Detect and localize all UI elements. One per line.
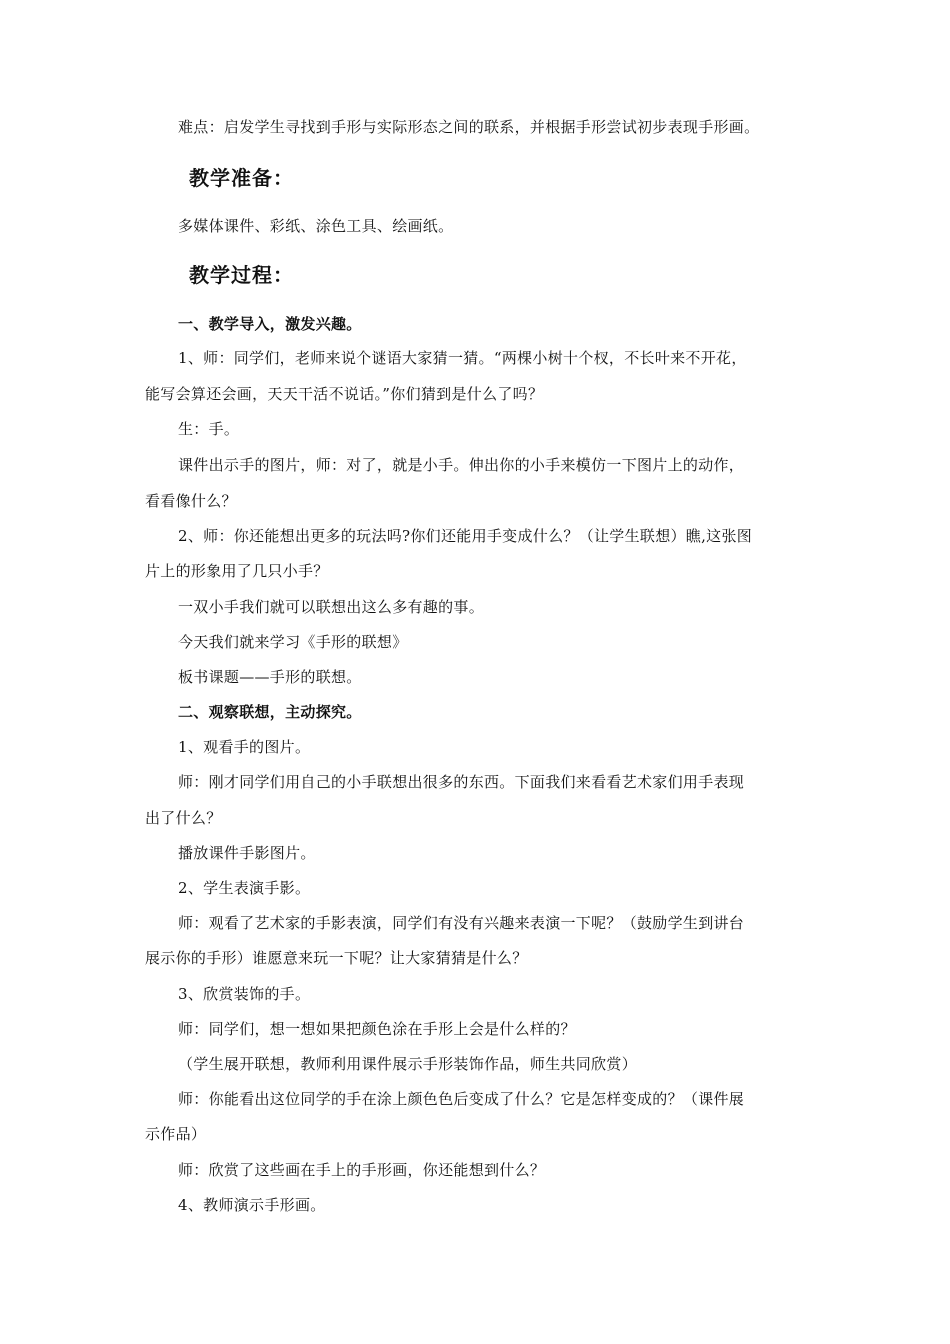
- prep-heading: 教学准备：: [189, 166, 294, 190]
- section2-p7: 师：同学们，想一想如果把颜色涂在手形上会是什么样的？: [178, 1020, 576, 1038]
- section2-p5-line1: 师：观看了艺术家的手影表演，同学们有没有兴趣来表演一下呢？（鼓励学生到讲台: [178, 914, 745, 932]
- section1-title: 一、教学导入，激发兴趣。: [178, 315, 362, 333]
- section1-p1-line2: 能写会算还会画，天天干活不说话。”你们猜到是什么了吗？: [145, 385, 544, 403]
- section2-p5-line2: 展示你的手形）谁愿意来玩一下呢？让大家猜猜是什么？: [145, 949, 528, 967]
- section1-p3-line1: 课件出示手的图片，师：对了，就是小手。伸出你的小手来模仿一下图片上的动作，: [178, 456, 745, 474]
- section2-p6: 3、欣赏装饰的手。: [178, 985, 311, 1003]
- section2-p11: 4、教师演示手形画。: [178, 1196, 326, 1214]
- section1-p4-line1: 2、师：你还能想出更多的玩法吗?你们还能用手变成什么？（让学生联想）瞧,这张图: [178, 527, 753, 545]
- section2-p8: （学生展开联想，教师利用课件展示手形装饰作品，师生共同欣赏）: [178, 1055, 638, 1073]
- section2-p9-line2: 示作品）: [145, 1125, 207, 1143]
- section2-p3: 播放课件手影图片。: [178, 844, 316, 862]
- section1-p1-line1: 1、师：同学们，老师来说个谜语大家猜一猜。“两棵小树十个杈，不长叶来不开花，: [178, 349, 747, 367]
- section1-p4-line2: 片上的形象用了几只小手？: [145, 562, 329, 580]
- section1-p7: 板书课题——手形的联想。: [178, 668, 362, 686]
- section1-p2: 生：手。: [178, 420, 240, 438]
- section2-p1: 1、观看手的图片。: [178, 738, 311, 756]
- section2-title: 二、观察联想，主动探究。: [178, 703, 362, 721]
- section1-p6: 今天我们就来学习《手形的联想》: [178, 633, 408, 651]
- section2-p2-line2: 出了什么？: [145, 809, 222, 827]
- section2-p2-line1: 师：刚才同学们用自己的小手联想出很多的东西。下面我们来看看艺术家们用手表现: [178, 773, 745, 791]
- section1-p3-line2: 看看像什么？: [145, 492, 237, 510]
- section2-p9-line1: 师：你能看出这位同学的手在涂上颜色色后变成了什么？它是怎样变成的？（课件展: [178, 1090, 745, 1108]
- prep-text: 多媒体课件、彩纸、涂色工具、绘画纸。: [178, 217, 454, 235]
- process-heading: 教学过程：: [189, 263, 294, 287]
- section2-p10: 师：欣赏了这些画在手上的手形画，你还能想到什么？: [178, 1161, 546, 1179]
- section1-p5: 一双小手我们就可以联想出这么多有趣的事。: [178, 598, 485, 616]
- section2-p4: 2、学生表演手影。: [178, 879, 311, 897]
- difficulty-text: 难点：启发学生寻找到手形与实际形态之间的联系，并根据手形尝试初步表现手形画。: [178, 118, 760, 136]
